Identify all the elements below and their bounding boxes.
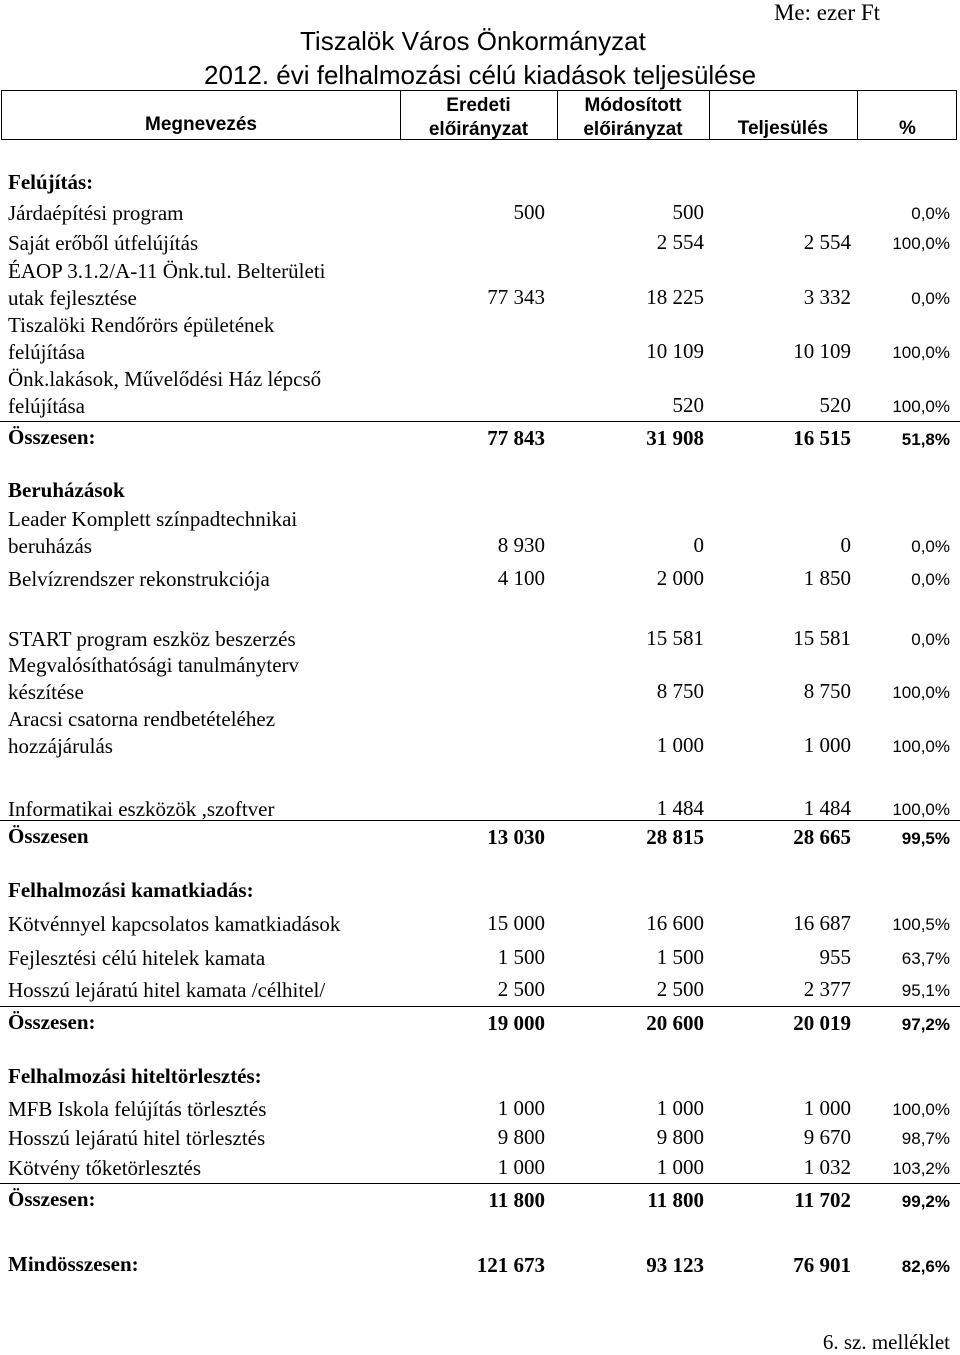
table-row (0, 200, 960, 228)
modified-value: 500 (672, 200, 704, 224)
page-subtitle: 2012. évi felhalmozási célú kiadások teljesülése (204, 60, 757, 90)
completion-value: 9 670 (803, 1125, 851, 1149)
page-title: Tiszalök Város Önkormányzat (300, 26, 646, 56)
percent-value: 82,6% (901, 1257, 950, 1276)
percent-value: 63,7% (901, 949, 950, 968)
modified-value: 0 (693, 533, 704, 557)
row-label (8, 200, 184, 227)
modified-value: 16 600 (646, 911, 704, 935)
section-title: Felhalmozási kamatkiadás: (8, 878, 254, 902)
row-label-line2: utak fejlesztése (8, 286, 137, 310)
table-row (0, 230, 960, 258)
row-label-line1: Belvízrendszer rekonstrukciója (8, 567, 270, 591)
modified-value: 8 750 (656, 679, 704, 703)
section-title: Beruházások (8, 478, 125, 502)
percent-value: 100,0% (892, 800, 950, 819)
row-label (8, 1125, 265, 1152)
completion-value: 11 702 (794, 1188, 851, 1212)
row-label-line1: Saját erőből útfelújítás (8, 231, 199, 255)
row-label-line1: Informatikai eszközök ,szoftver (8, 797, 275, 821)
modified-value: 28 815 (646, 825, 704, 849)
percent-value: 100,0% (892, 343, 950, 362)
row-label (8, 626, 296, 653)
row-label (8, 706, 275, 760)
row-label: Összesen: (8, 1010, 96, 1034)
row-label (8, 911, 340, 938)
completion-value: 16 515 (793, 426, 851, 450)
total-row (0, 1183, 960, 1212)
table-row (0, 945, 960, 973)
row-label (8, 506, 297, 560)
table-row (0, 911, 960, 939)
completion-value: 10 109 (793, 339, 851, 363)
table-row (0, 1096, 960, 1124)
row-label (8, 1096, 266, 1123)
percent-value: 99,2% (901, 1192, 950, 1211)
percent-value: 0,0% (911, 204, 950, 223)
row-label (8, 566, 270, 593)
table-row (0, 977, 960, 1005)
modified-value: 1 000 (656, 1096, 704, 1120)
percent-value: 0,0% (911, 537, 950, 556)
row-label: Mindösszesen: (8, 1252, 139, 1276)
percent-value: 103,2% (892, 1159, 950, 1178)
modified-value: 2 500 (656, 977, 704, 1001)
original-value: 19 000 (487, 1011, 545, 1035)
section-title: Felújítás: (8, 170, 94, 194)
row-label (8, 258, 326, 312)
percent-value: 51,8% (901, 430, 950, 449)
row-label (8, 230, 198, 257)
row-label-line2: készítése (8, 680, 84, 704)
total-row (0, 1006, 960, 1035)
header-modified: Módosított előirányzat (583, 95, 683, 140)
original-value: 1 000 (497, 1096, 545, 1120)
modified-value: 18 225 (646, 285, 704, 309)
modified-value: 9 800 (656, 1125, 704, 1149)
row-label-line2: felújítása (8, 340, 85, 364)
modified-value: 1 500 (656, 945, 704, 969)
total-row (0, 820, 960, 849)
original-value: 77 343 (487, 285, 545, 309)
completion-value: 3 332 (803, 285, 851, 309)
table-row (0, 1125, 960, 1153)
percent-value: 95,1% (901, 981, 950, 1000)
header-percent: % (899, 118, 916, 139)
completion-value: 955 (819, 945, 851, 969)
completion-value: 1 850 (803, 566, 851, 590)
row-label-line1: Kötvénnyel kapcsolatos kamatkiadások (8, 912, 341, 936)
completion-value: 8 750 (803, 679, 851, 703)
original-value: 1 500 (497, 945, 545, 969)
percent-value: 0,0% (911, 630, 950, 649)
table-row (0, 366, 960, 420)
percent-value: 100,0% (892, 737, 950, 756)
modified-value: 15 581 (646, 626, 704, 650)
completion-value: 2 377 (803, 977, 851, 1001)
original-value: 1 000 (497, 1155, 545, 1179)
table-row (0, 626, 960, 654)
original-value: 11 800 (488, 1188, 545, 1212)
footer-note: 6. sz. melléklet (822, 1330, 950, 1354)
completion-value: 76 901 (793, 1253, 851, 1277)
row-label-line1: Fejlesztési célú hitelek kamata (8, 946, 266, 970)
unit-label: Me: ezer Ft (773, 0, 880, 25)
row-label (8, 945, 265, 972)
modified-value: 11 800 (647, 1188, 704, 1212)
original-value: 2 500 (497, 977, 545, 1001)
row-label-line1: Hosszú lejáratú hitel törlesztés (8, 1126, 266, 1150)
completion-value: 16 687 (793, 911, 851, 935)
row-label (8, 977, 325, 1004)
completion-value: 15 581 (793, 626, 851, 650)
row-label-line1: Aracsi csatorna rendbetételéhez (8, 707, 276, 731)
row-label-line1: Önk.lakások, Művelődési Ház lépcső (8, 367, 322, 391)
row-label: Összesen (8, 824, 89, 848)
row-label-line1: Járdaépítési program (8, 201, 184, 225)
modified-value: 1 000 (656, 733, 704, 757)
section-title: Felhalmozási hiteltörlesztés: (8, 1064, 262, 1088)
modified-value: 20 600 (646, 1011, 704, 1035)
row-label-line2: beruházás (8, 534, 92, 558)
table-row (0, 566, 960, 594)
original-value: 77 843 (487, 426, 545, 450)
completion-value: 1 000 (803, 1096, 851, 1120)
table-row (0, 312, 960, 366)
table-row (0, 706, 960, 760)
row-label (8, 366, 321, 420)
percent-value: 97,2% (901, 1015, 950, 1034)
header-name: Megnevezés (145, 114, 257, 135)
row-label-line1: ÉAOP 3.1.2/A-11 Önk.tul. Belterületi (8, 259, 326, 283)
original-value: 15 000 (487, 911, 545, 935)
row-label-line1: MFB Iskola felújítás törlesztés (8, 1097, 267, 1121)
table-row (0, 506, 960, 560)
row-label (8, 796, 274, 823)
original-value: 9 800 (497, 1125, 545, 1149)
table-row (0, 258, 960, 312)
percent-value: 0,0% (911, 289, 950, 308)
modified-value: 1 000 (656, 1155, 704, 1179)
row-label-line1: START program eszköz beszerzés (8, 627, 296, 651)
row-label (8, 1155, 201, 1182)
percent-value: 100,0% (892, 397, 950, 416)
original-value: 121 673 (476, 1253, 545, 1277)
original-value: 500 (513, 200, 545, 224)
modified-value: 2 000 (656, 566, 704, 590)
percent-value: 100,0% (892, 234, 950, 253)
percent-value: 100,0% (892, 1100, 950, 1119)
percent-value: 0,0% (911, 570, 950, 589)
original-value: 13 030 (487, 825, 545, 849)
table-row (0, 1155, 960, 1183)
row-label-line2: hozzájárulás (8, 734, 113, 758)
row-label: Összesen: (8, 1187, 96, 1211)
header-original: Eredeti előirányzat (428, 95, 529, 140)
header-completion: Teljesülés (737, 118, 829, 139)
row-label-line1: Leader Komplett színpadtechnikai (8, 507, 298, 531)
row-label (8, 652, 299, 706)
modified-value: 520 (672, 393, 704, 417)
completion-value: 2 554 (803, 230, 851, 254)
completion-value: 20 019 (793, 1011, 851, 1035)
row-label-line1: Tiszalöki Rendőrörs épületének (8, 313, 275, 337)
original-value: 8 930 (497, 533, 545, 557)
completion-value: 1 000 (803, 733, 851, 757)
modified-value: 2 554 (656, 230, 704, 254)
completion-value: 1 032 (803, 1155, 851, 1179)
completion-value: 520 (819, 393, 851, 417)
table-row (0, 652, 960, 706)
modified-value: 1 484 (656, 796, 704, 820)
row-label-line1: Hosszú lejáratú hitel kamata /célhitel/ (8, 978, 326, 1002)
original-value: 4 100 (497, 566, 545, 590)
row-label-line1: Kötvény tőketörlesztés (8, 1156, 202, 1180)
completion-value: 28 665 (793, 825, 851, 849)
modified-value: 10 109 (646, 339, 704, 363)
total-row (0, 421, 960, 450)
row-label: Összesen: (8, 425, 96, 449)
completion-value: 1 484 (803, 796, 851, 820)
total-row (0, 1249, 960, 1277)
modified-value: 31 908 (646, 426, 704, 450)
percent-value: 98,7% (901, 1129, 950, 1148)
row-label-line2: felújítása (8, 394, 85, 418)
completion-value: 0 (840, 533, 851, 557)
row-label (8, 312, 274, 366)
percent-value: 100,5% (892, 915, 950, 934)
row-label-line1: Megvalósíthatósági tanulmányterv (8, 653, 300, 677)
percent-value: 99,5% (901, 829, 950, 848)
modified-value: 93 123 (646, 1253, 704, 1277)
percent-value: 100,0% (892, 683, 950, 702)
